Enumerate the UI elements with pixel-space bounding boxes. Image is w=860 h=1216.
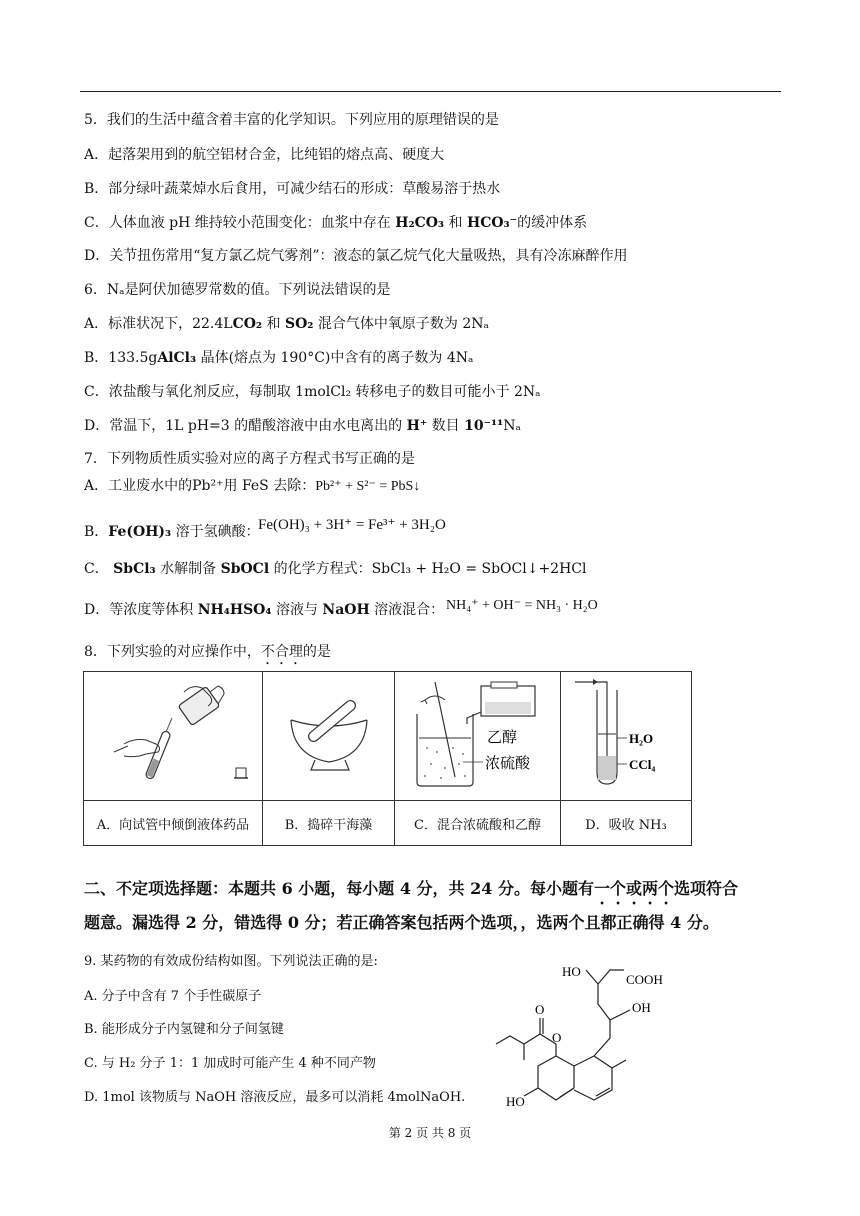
- section2-heading-line2: 题意。漏选得 2 分，错选得 0 分；若正确答案包括两个选项，，选两个且都正确得 4 分。: [84, 913, 719, 932]
- q7-stem: 7．下列物质性质实验对应的离子方程式书写正确的是: [84, 451, 415, 467]
- ho-bottom-label: HO: [506, 1094, 525, 1109]
- q8-experiment-table: [83, 671, 692, 846]
- q5-stem: 5．我们的生活中蕴含着丰富的化学知识。下列应用的原理错误的是: [84, 112, 499, 128]
- q7-d-equation: NH₄⁺ + OH⁻ = NH₃ · H₂O: [446, 598, 598, 613]
- q5-option-b: B．部分绿叶蔬菜焯水后食用，可减少结石的形成：草酸易溶于热水: [84, 181, 501, 197]
- q9-stem: 9. 某药物的有效成份结构如图。下列说法正确的是:: [84, 954, 378, 969]
- q7-option-d: D．等浓度等体积 NH₄HSO₄ 溶液与 NaOH 溶液混合：: [84, 602, 445, 618]
- q6-option-d: D．常温下，1L pH=3 的醋酸溶液中由水电离出的 H⁺ 数目 10⁻¹¹Nₐ: [84, 418, 521, 434]
- caption-b: B．捣碎干海藻: [263, 801, 395, 846]
- q5-option-d: D．关节扭伤常用“复方氯乙烷气雾剂”：液态的氯乙烷气化大量吸热，具有冷冻麻醉作用: [84, 248, 628, 264]
- oh-label: OH: [632, 1000, 651, 1015]
- q7-option-a: A．工业废水中的Pb²⁺用 FeS 去除：Pb²⁺ + S²⁻ = PbS↓: [84, 478, 421, 494]
- figure-b-mortar: [263, 672, 395, 801]
- q7-a-equation: Pb²⁺ + S²⁻ = PbS↓: [315, 479, 421, 494]
- q8-stem: 8．下列实验的对应操作中，不合理的是: [84, 644, 331, 660]
- ester-o-label: O: [552, 1030, 562, 1045]
- q5-option-a: A．起落架用到的航空铝材合金，比纯铝的熔点高、硬度大: [84, 147, 445, 163]
- water-label: H₂O: [629, 731, 654, 746]
- caption-d: D．吸收 NH₃: [561, 801, 692, 846]
- ethanol-label: 乙醇: [487, 730, 518, 746]
- acid-label: 浓硫酸: [485, 756, 531, 772]
- ccl4-label: CCl₄: [629, 757, 656, 772]
- mortar-pestle-illustration: [263, 672, 394, 796]
- molecule-structure: [490, 950, 690, 1120]
- q6-option-a: A．标准状况下，22.4LCO₂ 和 SO₂ 混合气体中氧原子数为 2Nₐ: [84, 316, 489, 332]
- q7-option-b: B．Fe(OH)₃ 溶于氢碘酸：: [84, 524, 260, 540]
- header-rule: [80, 91, 781, 92]
- mixing-acid-illustration: [395, 672, 560, 796]
- figure-a-pouring: [84, 672, 263, 801]
- q9-option-c: C. 与 H₂ 分子 1：1 加成时可能产生 4 种不同产物: [84, 1056, 376, 1071]
- carbonyl-o-label: O: [535, 1002, 545, 1017]
- figure-d-absorb: [561, 672, 692, 801]
- q9-option-d: D. 1mol 该物质与 NaOH 溶液反应，最多可以消耗 4molNaOH.: [84, 1090, 466, 1105]
- cooh-label: COOH: [626, 972, 663, 987]
- caption-c: C．混合浓硫酸和乙醇: [395, 801, 561, 846]
- pouring-liquid-illustration: [84, 672, 262, 796]
- q9-option-b: B. 能形成分子内氢键和分子间氢键: [84, 1022, 284, 1037]
- page-footer: 第 2 页 共 8 页: [388, 1126, 472, 1140]
- q6-option-c: C．浓盐酸与氧化剂反应，每制取 1molCl₂ 转移电子的数目可能小于 2Nₐ: [84, 384, 541, 400]
- q7-b-equation: Fe(OH)₃ + 3H⁺ = Fe³⁺ + 3H₂O: [258, 517, 446, 533]
- q6-stem: 6．Nₐ是阿伏加德罗常数的值。下列说法错误的是: [84, 282, 391, 298]
- q9-option-a: A. 分子中含有 7 个手性碳原子: [84, 989, 262, 1004]
- caption-a: A．向试管中倾倒液体药品: [84, 801, 263, 846]
- q5-option-c: C．人体血液 pH 维持较小范围变化：血浆中存在 H₂CO₃ 和 HCO₃⁻的缓冲体系: [84, 215, 588, 231]
- figure-c-mixing: [395, 672, 561, 801]
- q7-option-c: C． SbCl₃ 水解制备 SbOCl 的化学方程式：SbCl₃ + H₂O = SbOCl↓+2HCl: [84, 561, 587, 577]
- absorption-tube-illustration: [561, 672, 691, 796]
- q6-option-b: B．133.5gAlCl₃ 晶体(熔点为 190°C)中含有的离子数为 4Nₐ: [84, 350, 474, 366]
- section2-heading-line1: 二、不定项选择题：本题共 6 小题，每小题 4 分，共 24 分。每小题有一个或两个选项符合: [84, 879, 738, 898]
- ho-top-label: HO: [562, 964, 581, 979]
